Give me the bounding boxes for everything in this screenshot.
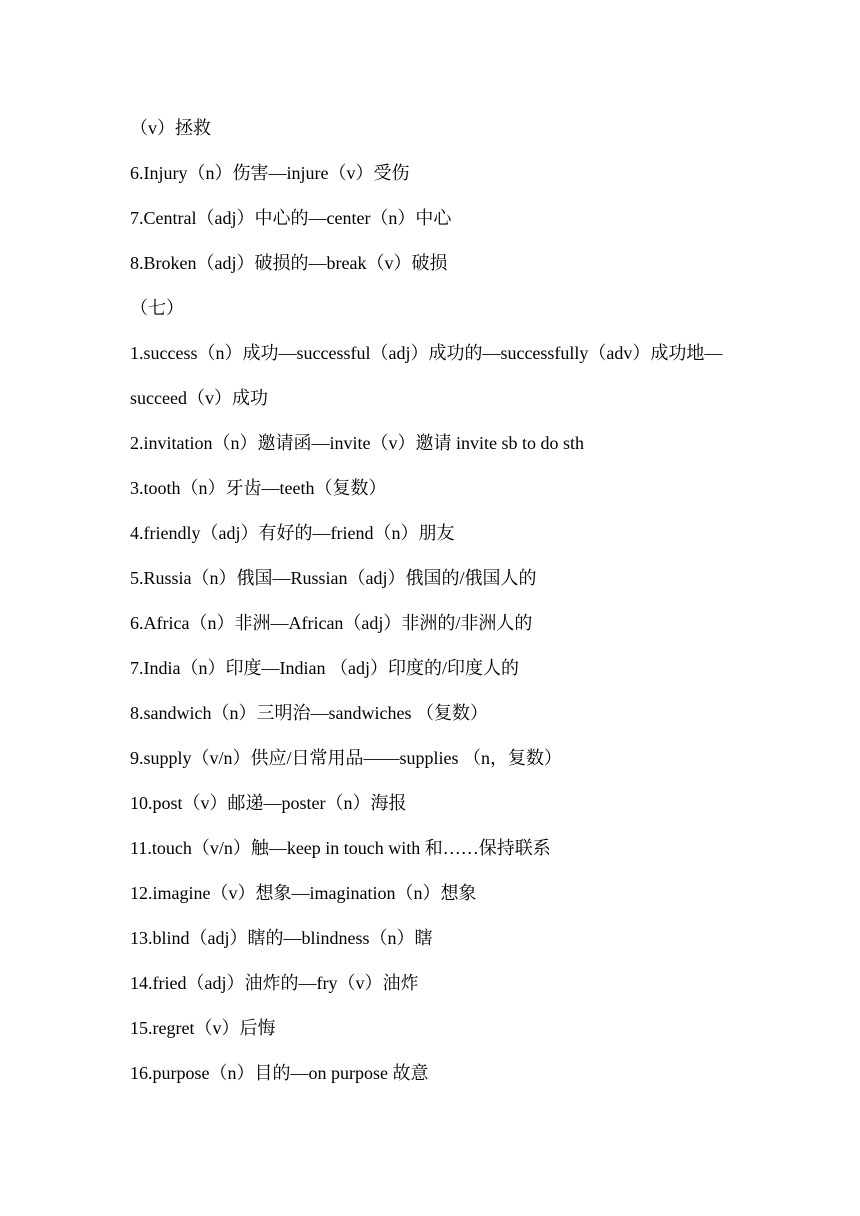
vocab-line-rescue: （v）拯救 (130, 118, 211, 138)
vocab-line-injury: 6.Injury（n）伤害—injure（v）受伤 (130, 163, 410, 183)
vocab-line-central: 7.Central（adj）中心的—center（n）中心 (130, 208, 452, 228)
vocab-line-russia: 5.Russia（n）俄国—Russian（adj）俄国的/俄国人的 (130, 568, 537, 588)
vocab-line-friendly: 4.friendly（adj）有好的—friend（n）朋友 (130, 523, 455, 543)
vocab-line-touch: 11.touch（v/n）触—keep in touch with 和……保持联系 (130, 838, 551, 858)
section-heading-seven: （七） (130, 298, 184, 318)
vocab-line-blind: 13.blind（adj）瞎的—blindness（n）瞎 (130, 928, 433, 948)
vocab-line-invitation: 2.invitation（n）邀请函—invite（v）邀请 invite sb to do sth (130, 433, 584, 453)
vocab-line-africa: 6.Africa（n）非洲—African（adj）非洲的/非洲人的 (130, 613, 533, 633)
vocab-line-regret: 15.regret（v）后悔 (130, 1018, 276, 1038)
vocab-line-success: 1.success（n）成功—successful（adj）成功的—successfully（adv）成功地—succeed（v）成功 (130, 343, 723, 408)
vocab-line-india: 7.India（n）印度—Indian （adj）印度的/印度人的 (130, 658, 519, 678)
vocab-line-broken: 8.Broken（adj）破损的—break（v）破损 (130, 253, 448, 273)
vocab-line-fried: 14.fried（adj）油炸的—fry（v）油炸 (130, 973, 419, 993)
vocab-line-purpose: 16.purpose（n）目的—on purpose 故意 (130, 1063, 429, 1083)
vocab-line-sandwich: 8.sandwich（n）三明治—sandwiches （复数） (130, 703, 488, 723)
vocabulary-list (130, 106, 750, 1096)
vocab-line-supply: 9.supply（v/n）供应/日常用品——supplies （n，复数） (130, 748, 563, 768)
vocab-line-post: 10.post（v）邮递—poster（n）海报 (130, 793, 407, 813)
vocab-line-tooth: 3.tooth（n）牙齿—teeth（复数） (130, 478, 387, 498)
vocab-line-imagine: 12.imagine（v）想象—imagination（n）想象 (130, 883, 477, 903)
